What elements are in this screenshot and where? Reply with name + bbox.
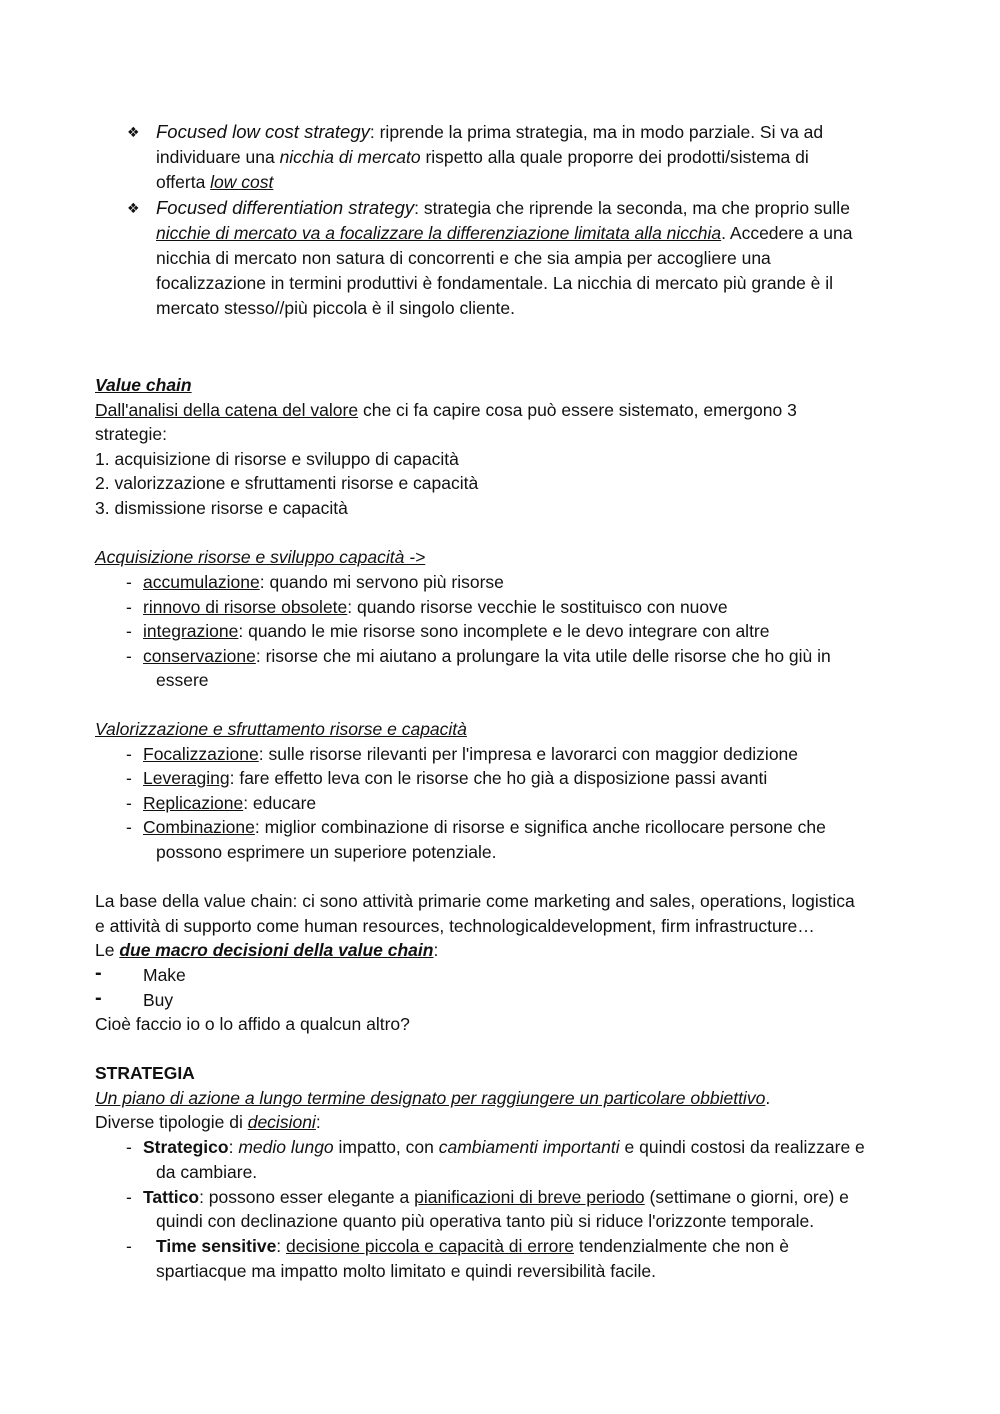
bullet-text-line: focalizzazione in termini produttivi è fondamentale. La nicchia di mercato più grande è il <box>156 273 834 293</box>
list-item-cont: essere <box>156 670 209 690</box>
list-item-tattico: Tattico: possono esser elegante a pianificazioni di breve periodo (settimane o giorni, ore) e <box>143 1187 849 1207</box>
dash-bullet-icon: - <box>126 621 132 641</box>
dash-bullet-icon: - <box>95 987 102 1009</box>
list-item: Leveraging: fare effetto leva con le risorse che ho già a disposizione passi avanti <box>143 768 768 788</box>
strategy-heading: STRATEGIA <box>95 1063 195 1083</box>
list-item: integrazione: quando le mie risorse sono incomplete e le devo integrare con altre <box>143 621 770 641</box>
acquisition-heading: Acquisizione risorse e sviluppo capacità -> <box>95 547 426 567</box>
paragraph-line: La base della value chain: ci sono attività primarie come marketing and sales, operations, logistica <box>95 891 855 911</box>
paragraph-line: e attività di supporto come human resources, technologicaldevelopment, firm infrastructure… <box>95 916 815 936</box>
diamond-bullet-icon: ❖ <box>127 200 140 216</box>
buy-option: Buy <box>143 990 174 1010</box>
question-line: Cioè faccio io o lo affido a qualcun altro? <box>95 1014 410 1034</box>
diamond-bullet-icon: ❖ <box>127 124 140 140</box>
value-chain-intro-cont: strategie: <box>95 424 167 444</box>
list-item: accumulazione: quando mi servono più risorse <box>143 572 504 592</box>
dash-bullet-icon: - <box>126 744 132 764</box>
bullet-focused-low-cost: Focused low cost strategy: riprende la prima strategia, ma in modo parziale. Si va ad <box>156 121 824 142</box>
numbered-item: 3. dismissione risorse e capacità <box>95 498 348 518</box>
dash-bullet-icon: - <box>126 597 132 617</box>
list-item-strategico: Strategico: medio lungo impatto, con cambiamenti importanti e quindi costosi da realizzare e <box>143 1137 865 1157</box>
dash-bullet-icon: - <box>126 1236 132 1256</box>
dash-bullet-icon: - <box>126 768 132 788</box>
dash-bullet-icon: - <box>126 646 132 666</box>
numbered-item: 1. acquisizione di risorse e sviluppo di capacità <box>95 449 459 469</box>
list-item-cont: da cambiare. <box>156 1162 258 1182</box>
dash-bullet-icon: - <box>126 1137 132 1157</box>
list-item-cont: spartiacque ma impatto molto limitato e quindi reversibilità facile. <box>156 1261 656 1281</box>
make-option: Make <box>143 965 186 985</box>
bullet-text-line: individuare una nicchia di mercato rispetto alla quale proporre dei prodotti/sistema di <box>156 147 809 167</box>
list-item: rinnovo di risorse obsolete: quando risorse vecchie le sostituisco con nuove <box>143 597 728 617</box>
list-item: Focalizzazione: sulle risorse rilevanti per l'impresa e lavorarci con maggior dedizione <box>143 744 799 764</box>
dash-bullet-icon: - <box>126 817 132 837</box>
bullet-text-line: nicchia di mercato non satura di concorrenti e che sia ampia per accogliere una <box>156 248 771 268</box>
dash-bullet-icon: - <box>126 793 132 813</box>
value-chain-heading: Value chain <box>95 375 192 395</box>
list-item-time-sensitive: Time sensitive: decisione piccola e capacità di errore tendenzialmente che non è <box>156 1236 790 1256</box>
strategy-definition: Un piano di azione a lungo termine designato per raggiungere un particolare obbiettivo. <box>95 1088 771 1108</box>
bullet-focused-differentiation: Focused differentiation strategy: strategia che riprende la seconda, ma che proprio sulle <box>156 197 850 218</box>
bullet-text-line: mercato stesso//più piccola è il singolo cliente. <box>156 298 515 318</box>
valorization-heading: Valorizzazione e sfruttamento risorse e capacità <box>95 719 467 739</box>
dash-bullet-icon: - <box>126 1187 132 1207</box>
value-chain-intro: Dall'analisi della catena del valore che ci fa capire cosa può essere sistemato, emergono 3 <box>95 400 797 420</box>
numbered-item: 2. valorizzazione e sfruttamenti risorse e capacità <box>95 473 479 493</box>
list-item-cont: possono esprimere un superiore potenziale. <box>156 842 497 862</box>
list-item-cont: quindi con declinazione quanto più operativa tanto più si riduce l'orizzonte temporale. <box>156 1211 815 1231</box>
list-item: Combinazione: miglior combinazione di risorse e significa anche ricollocare persone che <box>143 817 826 837</box>
bullet-text-line: nicchie di mercato va a focalizzare la differenziazione limitata alla nicchia. Accedere a una <box>156 223 853 243</box>
list-item: Replicazione: educare <box>143 793 317 813</box>
decision-types-line: Diverse tipologie di decisioni: <box>95 1112 321 1132</box>
list-item: conservazione: risorse che mi aiutano a prolungare la vita utile delle risorse che ho giù in <box>143 646 831 666</box>
dash-bullet-icon: - <box>126 572 132 592</box>
bullet-text-line: offerta low cost <box>156 172 274 192</box>
macro-decisions-line: Le due macro decisioni della value chain: <box>95 940 439 960</box>
dash-bullet-icon: - <box>95 962 102 984</box>
